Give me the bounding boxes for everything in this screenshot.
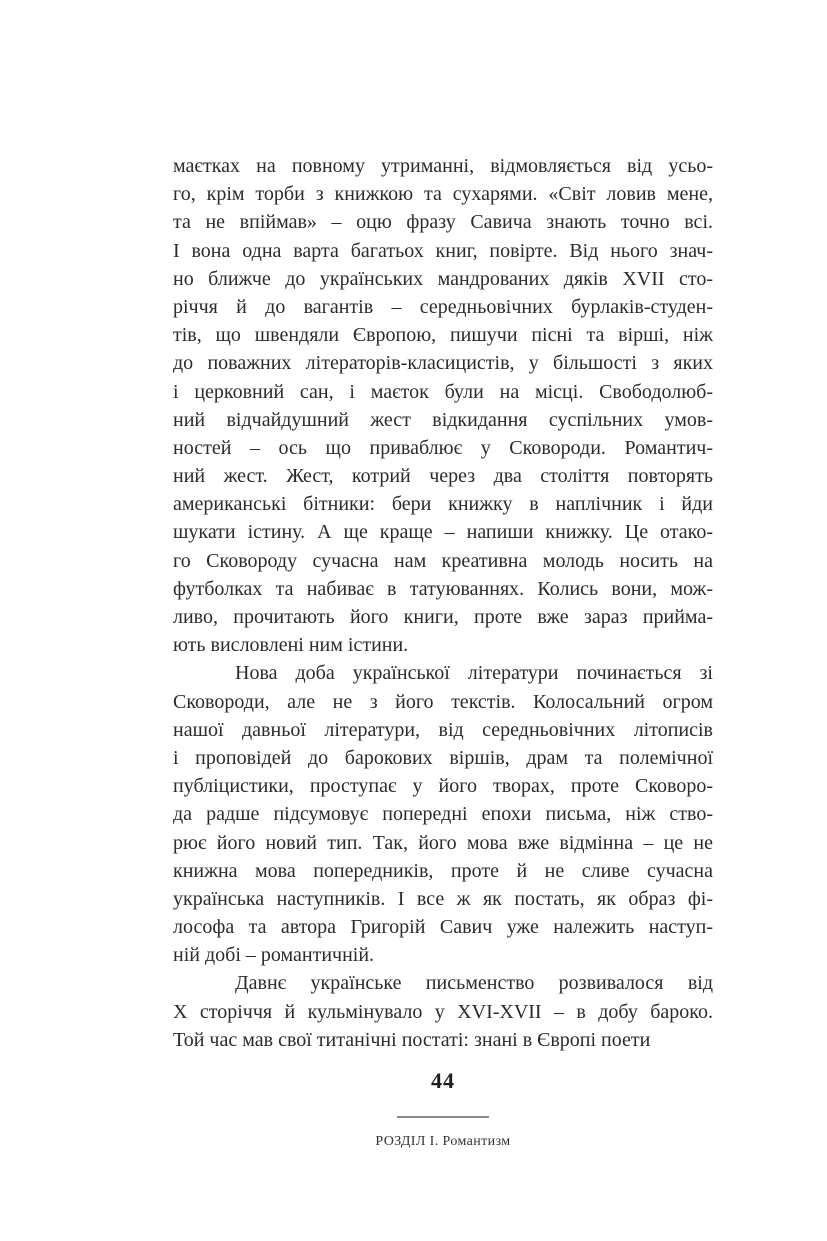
text-line: І вона одна варта багатьох книг, повірте. Від нього знач- — [173, 239, 713, 262]
text-line: українська наступників. І все ж як постать, як образ фі- — [173, 887, 713, 910]
text-line: річчя й до вагантів – середньовічних бурлаків-студен- — [173, 295, 713, 318]
text-line: і церковний сан, і маєток були на місці. Свободолюб- — [173, 380, 713, 403]
text-line: Х сторіччя й кульмінувало у XVI-XVII – в добу бароко. — [173, 1000, 713, 1023]
text-line: Нова доба української літератури починається зі — [235, 662, 713, 685]
text-line: і проповідей до барокових віршів, драм та полемічної — [173, 746, 713, 769]
body-text — [173, 152, 713, 1054]
text-line: нашої давньої літератури, від середньовічних літописів — [173, 718, 713, 741]
text-line: лософа та автора Григорій Савич уже належить наступ- — [173, 916, 713, 939]
page-number: 44 — [431, 1068, 455, 1093]
text-line: маєтках на повному утриманні, відмовляється від усьо- — [173, 155, 713, 177]
text-line: Сковороди, але не з його текстів. Колосальний огром — [173, 690, 713, 713]
text-line: книжна мова попередників, проте й не сливе сучасна — [173, 859, 713, 882]
text-line: публіцистики, проступає у його творах, проте Сковоро- — [173, 775, 713, 798]
text-line: ливо, прочитають його книги, проте вже зараз прийма- — [173, 606, 713, 628]
text-line: но ближче до українських мандрованих дяків XVII сто- — [173, 267, 713, 290]
footer-divider — [397, 1116, 489, 1118]
text-line: го, крім торби з книжкою та сухарями. «Світ ловив мене, — [173, 183, 713, 206]
paragraph — [173, 969, 713, 1054]
text-line: футболках та набиває в татуюваннях. Колись вони, мож- — [173, 577, 713, 600]
text-line: да радше підсумовує попередні епохи письма, ніж ство- — [173, 803, 713, 826]
chapter-caption: РОЗДІЛ І. Романтизм — [375, 1134, 511, 1149]
text-line: ють висловлені ним істини. — [173, 634, 409, 657]
text-line: го Сковороду сучасна нам креативна молодь носить на — [173, 549, 713, 572]
text-line: та не впіймав» – оцю фразу Савича знають точно всі. — [173, 211, 713, 234]
text-line: ний жест. Жест, котрий через два століття повторять — [173, 465, 713, 488]
text-line: рює його новий тип. Так, його мова вже відмінна – це не — [173, 831, 713, 854]
paragraph — [173, 659, 713, 969]
text-line: тів, що швендяли Європою, пишучи пісні та вірші, ніж — [173, 324, 713, 347]
text-line: ній добі – романтичній. — [173, 944, 375, 967]
text-line: ностей – ось що приваблює у Сковороди. Романтич- — [173, 436, 713, 459]
text-line: Давнє українське письменство розвивалося від — [235, 972, 713, 995]
page-footer — [173, 1068, 713, 1150]
text-line: Той час мав свої титанічні постаті: знані в Європі поети — [173, 1028, 651, 1051]
text-line: ний відчайдушний жест відкидання суспільних умов- — [173, 408, 713, 431]
text-line: американські бітники: бери книжку в наплічник і йди — [173, 493, 713, 516]
paragraph — [173, 152, 713, 659]
text-line: шукати істину. А ще краще – напиши книжку. Це отако- — [173, 521, 713, 544]
text-line: до поважних літераторів-класицистів, у більшості з яких — [173, 352, 713, 375]
